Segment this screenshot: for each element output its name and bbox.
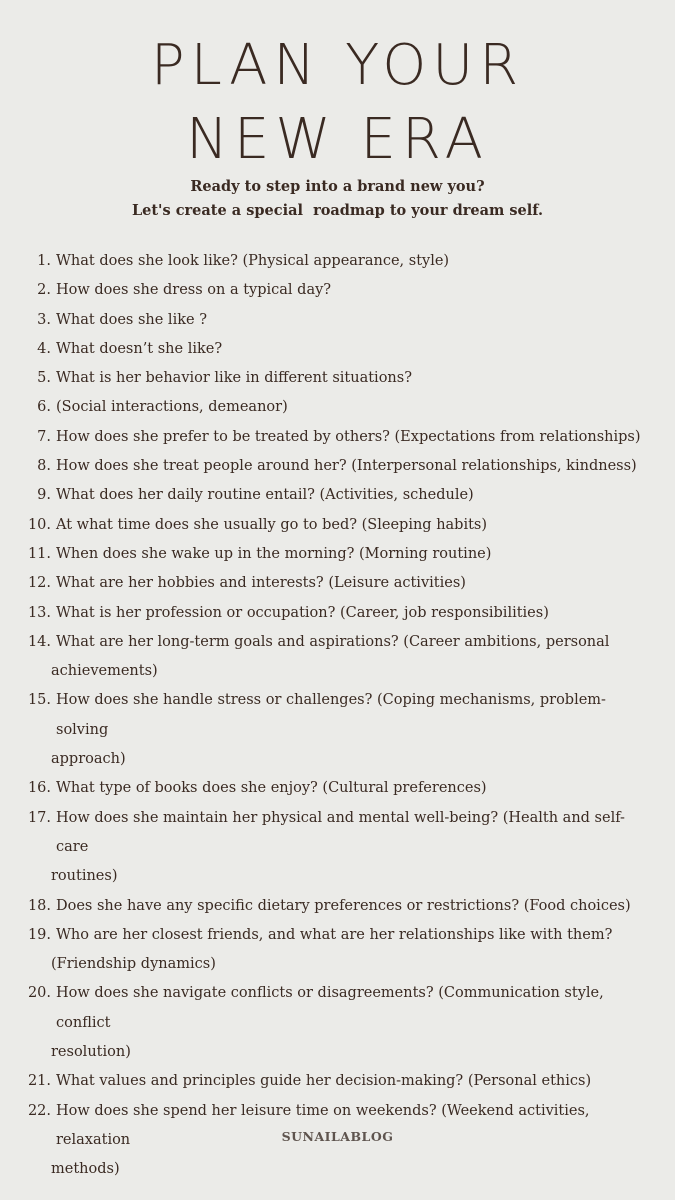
question-list (0, 247, 675, 1185)
question-number: 13. (27, 604, 51, 621)
question-item (0, 892, 675, 921)
question-text: How does she maintain her physical and mental well-being? (Health and self-care (56, 809, 625, 855)
question-number: 6. (37, 399, 51, 416)
question-item (0, 511, 675, 540)
question-item (0, 1067, 675, 1096)
question-item (0, 247, 675, 276)
question-text: What are her long-term goals and aspirations? (Career ambitions, personal (56, 633, 610, 650)
question-item (0, 481, 675, 510)
question-number: 8. (37, 458, 51, 475)
question-number: 5. (37, 370, 51, 387)
subtitle-line-2: Let's create a special roadmap to your dream self. (131, 202, 544, 219)
question-item (0, 423, 675, 452)
question-item (0, 921, 675, 980)
question-text: How does she spend her leisure time on weekends? (Weekend activities, relaxation (56, 1102, 590, 1148)
question-text: How does she dress on a typical day? (56, 282, 332, 299)
question-number: 16. (27, 780, 51, 797)
question-number: 17. (27, 809, 51, 826)
question-text: How does she treat people around her? (Interpersonal relationships, kindness) (56, 458, 637, 475)
question-text: (Social interactions, demeanor) (56, 399, 288, 416)
question-item (0, 686, 675, 774)
question-number: 15. (27, 692, 51, 709)
page-title-line-1: PLAN YOUR (150, 33, 525, 98)
question-item (0, 276, 675, 305)
question-text: What does she like ? (56, 311, 207, 328)
question-item (0, 599, 675, 628)
question-text-continuation: (Friendship dynamics) (51, 956, 216, 973)
question-item (0, 452, 675, 481)
question-number: 19. (27, 926, 51, 943)
question-text: Who are her closest friends, and what are her relationships like with them? (56, 926, 613, 943)
question-text: What values and principles guide her decision-making? (Personal ethics) (56, 1073, 592, 1090)
question-number: 2. (37, 282, 51, 299)
footer-brand: SUNAILABLOG (281, 1129, 394, 1144)
question-text: What are her hobbies and interests? (Leisure activities) (56, 575, 466, 592)
question-text: Does she have any specific dietary preferences or restrictions? (Food choices) (56, 897, 631, 914)
question-text-continuation: routines) (51, 868, 118, 885)
question-item (0, 364, 675, 393)
question-number: 20. (27, 985, 51, 1002)
question-text: How does she navigate conflicts or disagreements? (Communication style, conflict (56, 985, 604, 1031)
question-text: What is her profession or occupation? (Career, job responsibilities) (56, 604, 549, 621)
question-text: What does she look like? (Physical appearance, style) (56, 253, 450, 269)
subtitle-line-1: Ready to step into a brand new you? (190, 178, 485, 195)
question-item (0, 335, 675, 364)
question-number: 22. (27, 1102, 51, 1119)
question-number: 21. (27, 1073, 51, 1090)
question-text: How does she handle stress or challenges? (Coping mechanisms, problem-solving (56, 692, 606, 738)
question-text-continuation: achievements) (51, 663, 158, 680)
question-text: How does she prefer to be treated by others? (Expectations from relationships) (56, 428, 641, 445)
question-number: 14. (27, 633, 51, 650)
question-number: 1. (37, 253, 51, 269)
question-item (0, 804, 675, 892)
question-number: 18. (27, 897, 51, 914)
question-number: 4. (37, 340, 51, 357)
question-text: What doesn’t she like? (56, 340, 223, 357)
question-item (0, 774, 675, 803)
question-text-continuation: methods) (51, 1161, 120, 1178)
question-number: 10. (27, 516, 51, 533)
question-text-continuation: approach) (51, 751, 126, 768)
question-item (0, 306, 675, 335)
question-text: What is her behavior like in different situations? (56, 370, 412, 387)
question-text: What type of books does she enjoy? (Cultural preferences) (56, 780, 487, 797)
question-text: What does her daily routine entail? (Activities, schedule) (56, 487, 474, 504)
question-text-continuation: resolution) (51, 1044, 131, 1061)
question-number: 12. (27, 575, 51, 592)
question-number: 9. (37, 487, 51, 504)
question-text: At what time does she usually go to bed? (Sleeping habits) (56, 516, 488, 533)
question-item (0, 628, 675, 687)
question-number: 3. (37, 311, 51, 328)
question-text: When does she wake up in the morning? (Morning routine) (56, 545, 492, 562)
question-number: 11. (27, 545, 51, 562)
question-item (0, 540, 675, 569)
question-item (0, 569, 675, 598)
question-number: 7. (37, 428, 51, 445)
page-title-line-2: NEW ERA (186, 107, 489, 172)
question-item (0, 979, 675, 1067)
question-item (0, 393, 675, 422)
